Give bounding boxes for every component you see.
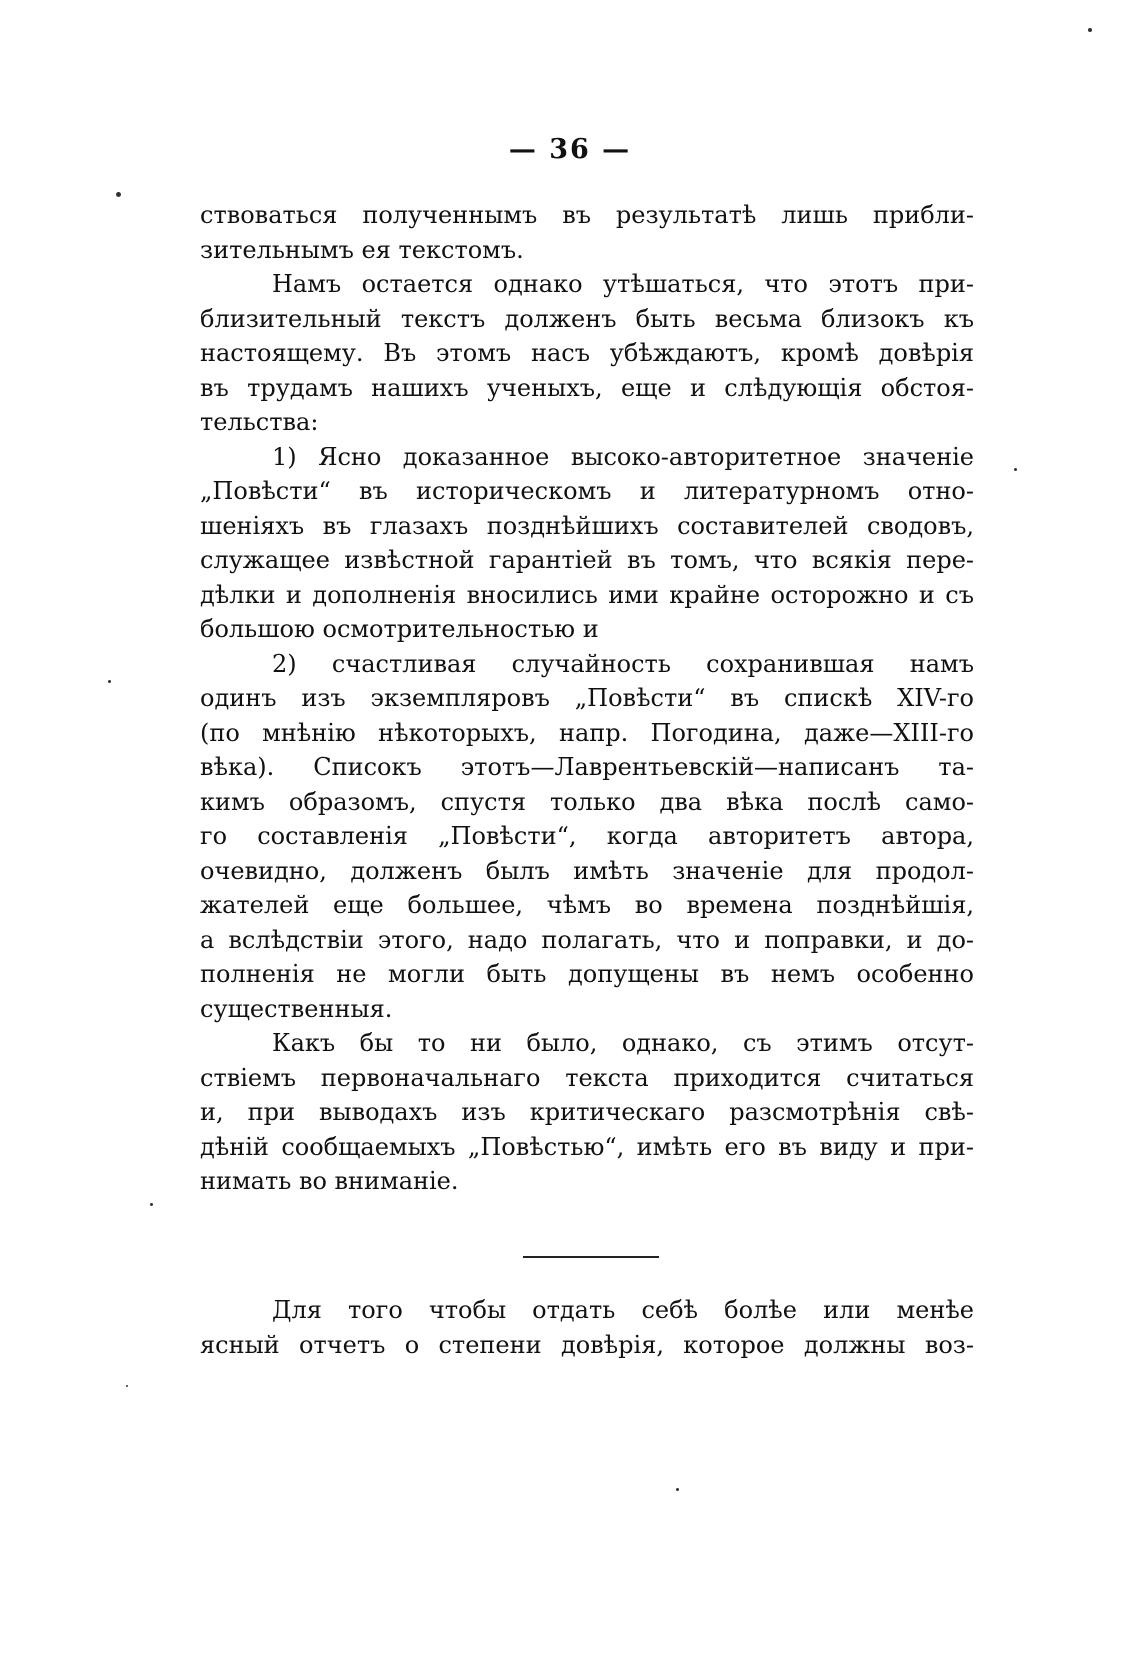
page-number: — 36 — bbox=[508, 134, 632, 165]
text-line: (по мнѣнію нѣкоторыхъ, напр. Погодина, даже—XIII-го bbox=[200, 718, 974, 747]
paper-speck bbox=[676, 1488, 679, 1491]
text-line: нимать во вниманіе. bbox=[200, 1167, 459, 1195]
text-line: служащее извѣстной гарантіей въ томъ, что всякія пере- bbox=[200, 546, 974, 574]
text-line: близительный текстъ долженъ быть весьма близокъ къ bbox=[200, 304, 974, 333]
text-line: шеніяхъ въ глазахъ позднѣйшихъ составителей сводовъ, bbox=[200, 511, 974, 540]
main-text-block bbox=[200, 198, 974, 1199]
text-line: жателей еще большее, чѣмъ во времена позднѣйшія, bbox=[200, 891, 974, 919]
text-line: „Повѣсти“ въ историческомъ и литературномъ отно- bbox=[200, 477, 974, 505]
text-line: тельства: bbox=[200, 408, 319, 436]
text-line: и, при выводахъ изъ критическаго разсмотрѣнія свѣ- bbox=[200, 1098, 974, 1126]
text-line: полненія не могли быть допущены въ немъ особенно bbox=[200, 960, 974, 988]
text-line: Какъ бы то ни было, однако, съ этимъ отсут- bbox=[272, 1029, 974, 1057]
continuation-text-block bbox=[200, 1293, 974, 1362]
text-line: очевидно, долженъ былъ имѣть значеніе для продол- bbox=[200, 856, 974, 885]
text-line: вѣка). Списокъ этотъ—Лаврентьевскій—написанъ та- bbox=[200, 753, 974, 781]
paper-speck bbox=[126, 1385, 128, 1387]
paper-speck bbox=[1088, 28, 1092, 32]
text-line: ствіемъ первоначальнаго текста приходится считаться bbox=[200, 1063, 974, 1092]
text-line: а вслѣдствіи этого, надо полагать, что и поправки, и до- bbox=[200, 925, 974, 954]
text-line: кимъ образомъ, спустя только два вѣка послѣ само- bbox=[200, 787, 974, 816]
text-line: большою осмотрительностью и bbox=[200, 615, 599, 643]
text-line: существенныя. bbox=[200, 994, 393, 1023]
text-line: настоящему. Въ этомъ насъ убѣждаютъ, кромѣ довѣрія bbox=[200, 339, 974, 367]
text-line: ствоваться полученнымъ въ результатѣ лишь прибли- bbox=[200, 201, 974, 229]
text-line: дѣлки и дополненія вносились ими крайне осторожно и съ bbox=[200, 580, 974, 609]
paper-speck bbox=[116, 192, 121, 197]
section-divider bbox=[523, 1256, 659, 1258]
text-line: одинъ изъ экземпляровъ „Повѣсти“ въ спискѣ XIV-го bbox=[200, 684, 974, 712]
text-line: Для того чтобы отдать себѣ болѣе или менѣе bbox=[272, 1296, 974, 1324]
text-line: Намъ остается однако утѣшаться, что этотъ при- bbox=[272, 270, 974, 298]
text-line: 2) счастливая случайность сохранившая намъ bbox=[272, 649, 974, 678]
paper-speck bbox=[1014, 468, 1017, 471]
paper-speck bbox=[150, 1203, 153, 1206]
text-line: 1) Ясно доказанное высоко-авторитетное значеніе bbox=[272, 442, 974, 471]
paper-speck bbox=[108, 680, 111, 683]
text-line: ясный отчетъ о степени довѣрія, которое должны воз- bbox=[200, 1330, 974, 1359]
text-line: зительнымъ ея текстомъ. bbox=[200, 235, 524, 264]
text-line: въ трудамъ нашихъ ученыхъ, еще и слѣдующія обстоя- bbox=[200, 373, 974, 402]
text-line: го составленія „Повѣсти“, когда авторитетъ автора, bbox=[200, 822, 974, 850]
text-line: дѣній сообщаемыхъ „Повѣстью“, имѣть его въ виду и при- bbox=[200, 1132, 974, 1161]
